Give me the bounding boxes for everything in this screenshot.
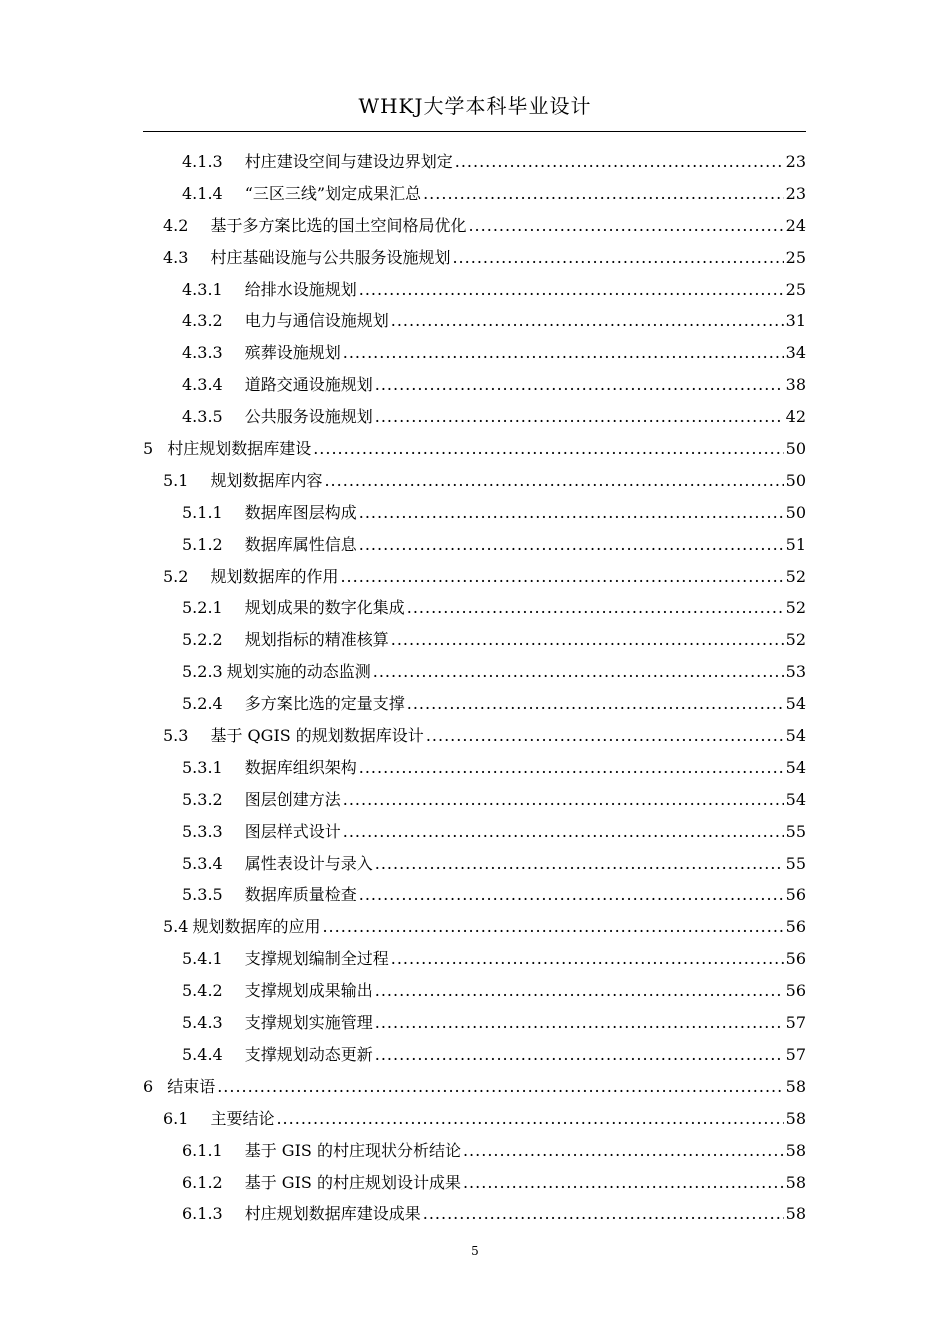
toc-entry-title: 基于 QGIS 的规划数据库设计 — [210, 726, 424, 746]
toc-entry-number: 6.1.2 — [182, 1172, 223, 1192]
toc-entry-number: 5.2.3 — [182, 662, 223, 682]
toc-entry-title: 公共服务设施规划 — [244, 407, 373, 427]
toc-entry-page: 53 — [785, 662, 806, 682]
toc-entry-title: 电力与通信设施规划 — [244, 311, 389, 331]
toc-entry-page: 52 — [785, 598, 806, 618]
toc-entry-title: 数据库质量检查 — [244, 885, 357, 905]
toc-entry-number: 4.1.3 — [182, 152, 223, 171]
toc-entry-title: 村庄基础设施与公共服务设施规划 — [210, 247, 451, 267]
toc-entry-page: 55 — [785, 853, 806, 873]
toc-entry-number: 5.1.2 — [182, 534, 223, 554]
toc-entry-title: 图层创建方法 — [244, 789, 341, 809]
toc-dot-leader — [426, 720, 784, 752]
toc-entry[interactable] — [143, 752, 806, 784]
toc-entry-number: 4.3.4 — [182, 375, 223, 395]
toc-entry-number: 5.1 — [163, 470, 189, 490]
toc-entry[interactable] — [143, 975, 806, 1007]
toc-dot-leader — [359, 497, 784, 529]
toc-entry-number: 5.2.2 — [182, 630, 223, 650]
toc-dot-leader — [423, 1198, 784, 1230]
toc-entry-title: 殡葬设施规划 — [244, 343, 341, 363]
toc-entry[interactable] — [143, 784, 806, 816]
toc-entry-title: 图层样式设计 — [244, 821, 341, 841]
toc-entry[interactable] — [143, 816, 806, 848]
toc-entry-page: 57 — [785, 1013, 806, 1033]
toc-entry-number: 6.1.3 — [182, 1204, 223, 1224]
toc-entry-page: 58 — [785, 1204, 806, 1224]
toc-entry-page: 51 — [785, 534, 806, 554]
toc-dot-leader — [407, 688, 784, 720]
toc-entry[interactable] — [143, 210, 806, 242]
table-of-contents — [143, 146, 806, 1230]
toc-entry-page: 42 — [785, 407, 806, 427]
toc-entry[interactable] — [143, 465, 806, 497]
toc-dot-leader — [322, 911, 783, 943]
toc-entry[interactable] — [143, 1071, 806, 1103]
toc-dot-leader — [217, 1071, 783, 1103]
toc-entry-title: 村庄建设空间与建设边界划定 — [244, 152, 453, 171]
toc-entry-number: 6.1.1 — [182, 1140, 223, 1160]
toc-entry-page: 56 — [785, 981, 806, 1001]
toc-entry-page: 56 — [785, 917, 806, 937]
toc-dot-leader — [375, 1039, 784, 1071]
toc-dot-leader — [343, 337, 784, 369]
toc-entry-title: 数据库图层构成 — [244, 502, 357, 522]
toc-entry-title: 多方案比选的定量支撑 — [244, 694, 405, 714]
toc-entry[interactable] — [143, 592, 806, 624]
toc-entry-title: “三区三线”划定成果汇总 — [244, 183, 422, 203]
toc-dot-leader — [375, 369, 784, 401]
toc-entry-number: 4.3 — [163, 247, 189, 267]
toc-dot-leader — [313, 433, 783, 465]
toc-entry-page: 34 — [785, 343, 806, 363]
toc-entry-number: 5.3.1 — [182, 757, 223, 777]
toc-entry-page: 50 — [785, 470, 806, 490]
toc-entry[interactable] — [143, 242, 806, 274]
toc-entry-page: 56 — [785, 949, 806, 969]
toc-dot-leader — [423, 178, 784, 210]
toc-entry-page: 50 — [785, 502, 806, 522]
toc-dot-leader — [391, 943, 784, 975]
page-number: 5 — [471, 1244, 479, 1258]
toc-entry-page: 58 — [785, 1076, 806, 1096]
toc-entry[interactable] — [143, 656, 806, 688]
toc-entry-title: 主要结论 — [210, 1108, 275, 1128]
toc-entry[interactable] — [143, 433, 806, 465]
toc-entry[interactable] — [143, 146, 806, 178]
toc-entry-number: 5.2.4 — [182, 694, 223, 714]
toc-entry-number: 5.3.2 — [182, 789, 223, 809]
toc-entry-title: 规划数据库的应用 — [192, 917, 321, 937]
toc-dot-leader — [455, 146, 784, 178]
toc-entry-number: 4.1.4 — [182, 183, 223, 203]
toc-entry-title: 规划数据库的作用 — [210, 566, 339, 586]
toc-entry-number: 4.3.2 — [182, 311, 223, 331]
toc-entry[interactable] — [143, 1007, 806, 1039]
toc-entry-page: 57 — [785, 1044, 806, 1064]
toc-entry-number: 5.4.3 — [182, 1013, 223, 1033]
toc-entry-title: 规划指标的精准核算 — [244, 630, 389, 650]
toc-entry-title: 基于 GIS 的村庄现状分析结论 — [244, 1140, 461, 1160]
toc-entry-number: 4.3.5 — [182, 407, 223, 427]
toc-dot-leader — [407, 592, 784, 624]
toc-entry[interactable] — [143, 624, 806, 656]
toc-entry[interactable] — [143, 337, 806, 369]
toc-dot-leader — [340, 561, 783, 593]
toc-entry-number: 5.3.5 — [182, 885, 223, 905]
toc-dot-leader — [373, 656, 784, 688]
toc-entry-number: 5.3.3 — [182, 821, 223, 841]
toc-entry-page: 52 — [785, 566, 806, 586]
toc-entry[interactable] — [143, 1103, 806, 1135]
toc-dot-leader — [359, 529, 784, 561]
toc-dot-leader — [359, 274, 784, 306]
toc-dot-leader — [276, 1103, 783, 1135]
toc-dot-leader — [375, 401, 784, 433]
toc-dot-leader — [359, 879, 784, 911]
toc-entry-page: 23 — [785, 152, 806, 171]
toc-entry-page: 58 — [785, 1140, 806, 1160]
toc-entry[interactable] — [143, 178, 806, 210]
toc-dot-leader — [343, 816, 784, 848]
toc-dot-leader — [343, 784, 784, 816]
toc-entry-number: 6.1 — [163, 1108, 189, 1128]
toc-dot-leader — [391, 305, 784, 337]
toc-entry-page: 58 — [785, 1108, 806, 1128]
toc-entry-title: 数据库组织架构 — [244, 757, 357, 777]
toc-entry-title: 规划实施的动态监测 — [226, 662, 371, 682]
toc-entry[interactable] — [143, 369, 806, 401]
toc-entry-number: 5.4.1 — [182, 949, 223, 969]
toc-entry-number: 5.1.1 — [182, 502, 223, 522]
toc-entry[interactable] — [143, 1135, 806, 1167]
toc-entry[interactable] — [143, 1198, 806, 1230]
toc-dot-leader — [375, 975, 784, 1007]
toc-entry-title: 规划数据库内容 — [210, 470, 323, 490]
toc-entry-title: 给排水设施规划 — [244, 279, 357, 299]
toc-entry-title: 村庄规划数据库建设成果 — [244, 1204, 421, 1224]
toc-entry-page: 54 — [785, 757, 806, 777]
toc-entry[interactable] — [143, 529, 806, 561]
toc-entry[interactable] — [143, 720, 806, 752]
toc-entry-number: 5.4.2 — [182, 981, 223, 1001]
toc-entry-page: 23 — [785, 183, 806, 203]
toc-entry-page: 54 — [785, 789, 806, 809]
toc-entry-page: 38 — [785, 375, 806, 395]
toc-entry-page: 31 — [785, 311, 806, 331]
toc-entry-title: 规划成果的数字化集成 — [244, 598, 405, 618]
toc-entry-title: 结束语 — [167, 1076, 216, 1096]
toc-dot-leader — [375, 848, 784, 880]
toc-entry-title: 数据库属性信息 — [244, 534, 357, 554]
toc-dot-leader — [452, 242, 783, 274]
toc-entry[interactable] — [143, 305, 806, 337]
toc-entry-page: 25 — [785, 247, 806, 267]
toc-entry-title: 支撑规划成果输出 — [244, 981, 373, 1001]
toc-dot-leader — [375, 1007, 784, 1039]
toc-entry[interactable] — [143, 1167, 806, 1199]
toc-dot-leader — [463, 1167, 784, 1199]
toc-entry[interactable] — [143, 1039, 806, 1071]
toc-entry-page: 25 — [785, 279, 806, 299]
toc-entry-title: 道路交通设施规划 — [244, 375, 373, 395]
toc-entry-page: 54 — [785, 726, 806, 746]
toc-entry-page: 50 — [785, 439, 806, 459]
toc-entry-title: 村庄规划数据库建设 — [167, 439, 312, 459]
toc-entry-number: 5.2.1 — [182, 598, 223, 618]
toc-entry-page: 52 — [785, 630, 806, 650]
toc-entry-page: 56 — [785, 885, 806, 905]
toc-entry-number: 4.2 — [163, 215, 189, 235]
toc-entry[interactable] — [143, 848, 806, 880]
toc-entry[interactable] — [143, 274, 806, 306]
toc-entry-page: 54 — [785, 694, 806, 714]
toc-entry[interactable] — [143, 561, 806, 593]
toc-entry-title: 支撑规划动态更新 — [244, 1044, 373, 1064]
toc-dot-leader — [324, 465, 783, 497]
toc-entry-number: 5.3 — [163, 726, 189, 746]
toc-entry[interactable] — [143, 401, 806, 433]
toc-entry-number: 5.2 — [163, 566, 189, 586]
toc-entry-page: 58 — [785, 1172, 806, 1192]
toc-entry-number: 4.3.1 — [182, 279, 223, 299]
toc-dot-leader — [359, 752, 784, 784]
toc-dot-leader — [463, 1135, 784, 1167]
toc-entry[interactable] — [143, 497, 806, 529]
toc-entry-page: 24 — [785, 215, 806, 235]
toc-entry-title: 支撑规划编制全过程 — [244, 949, 389, 969]
toc-entry-number: 5 — [143, 439, 154, 459]
toc-entry[interactable] — [143, 943, 806, 975]
toc-entry[interactable] — [143, 879, 806, 911]
page-header-title: WHKJ大学本科毕业设计 — [358, 94, 592, 118]
toc-entry-title: 基于 GIS 的村庄规划设计成果 — [244, 1172, 461, 1192]
toc-entry[interactable] — [143, 688, 806, 720]
toc-dot-leader — [468, 210, 783, 242]
toc-entry-number: 5.4 — [163, 917, 189, 937]
header-rule — [143, 131, 806, 132]
toc-entry[interactable] — [143, 911, 806, 943]
toc-entry-title: 基于多方案比选的国土空间格局优化 — [210, 215, 467, 235]
toc-entry-number: 6 — [143, 1076, 154, 1096]
toc-entry-title: 属性表设计与录入 — [244, 853, 373, 873]
toc-entry-page: 55 — [785, 821, 806, 841]
toc-entry-number: 5.3.4 — [182, 853, 223, 873]
toc-entry-number: 4.3.3 — [182, 343, 223, 363]
toc-entry-number: 5.4.4 — [182, 1044, 223, 1064]
toc-dot-leader — [391, 624, 784, 656]
toc-entry-title: 支撑规划实施管理 — [244, 1013, 373, 1033]
